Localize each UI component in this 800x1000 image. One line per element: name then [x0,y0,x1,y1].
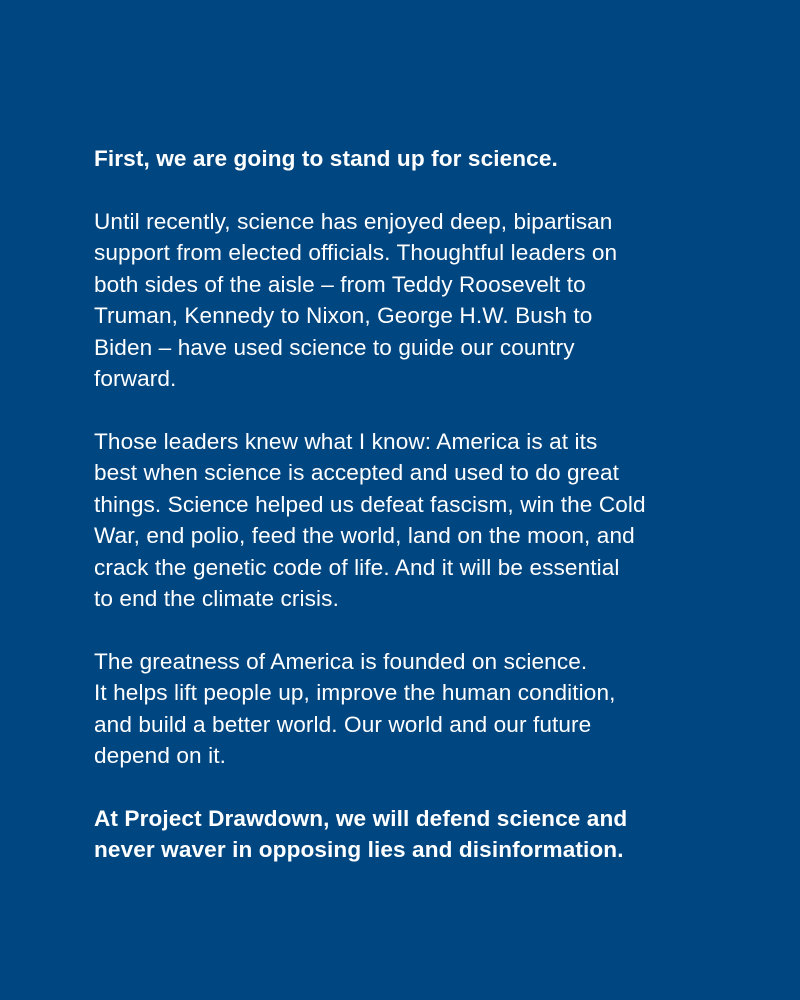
text-line: support from elected officials. Thoughtful leaders on [94,240,618,265]
text-line: Biden – have used science to guide our country [94,334,575,360]
text-line: At Project Drawdown, we will defend science and [94,805,628,831]
text-line: Until recently, science has enjoyed deep, bipartisan [94,208,613,234]
text-line: and build a better world. Our world and our future [94,711,592,737]
closing-paragraph [94,803,740,866]
text-line: depend on it. [94,743,226,768]
text-line: Truman, Kennedy to Nixon, George H.W. Bush to [94,303,593,328]
text-line: crack the genetic code of life. And it will be essential [94,554,620,580]
text-line: It helps lift people up, improve the human condition, [94,680,616,705]
text-line: never waver in opposing lies and disinformation. [94,837,624,862]
text-line: things. Science helped us defeat fascism, win the Cold [94,491,646,517]
body-paragraph [94,206,740,395]
body-paragraph [94,426,740,615]
text-line: to end the climate crisis. [94,586,339,611]
body-paragraph [94,646,740,772]
text-line: forward. [94,366,177,391]
text-line: both sides of the aisle – from Teddy Roosevelt to [94,271,586,297]
text-line: First, we are going to stand up for science. [94,146,558,171]
heading-paragraph [94,143,740,175]
text-line: War, end polio, feed the world, land on the moon, and [94,523,635,548]
text-line: Those leaders knew what I know: America is at its [94,428,598,454]
text-line: best when science is accepted and used to do great [94,460,619,485]
text-line: The greatness of America is founded on science. [94,648,588,674]
